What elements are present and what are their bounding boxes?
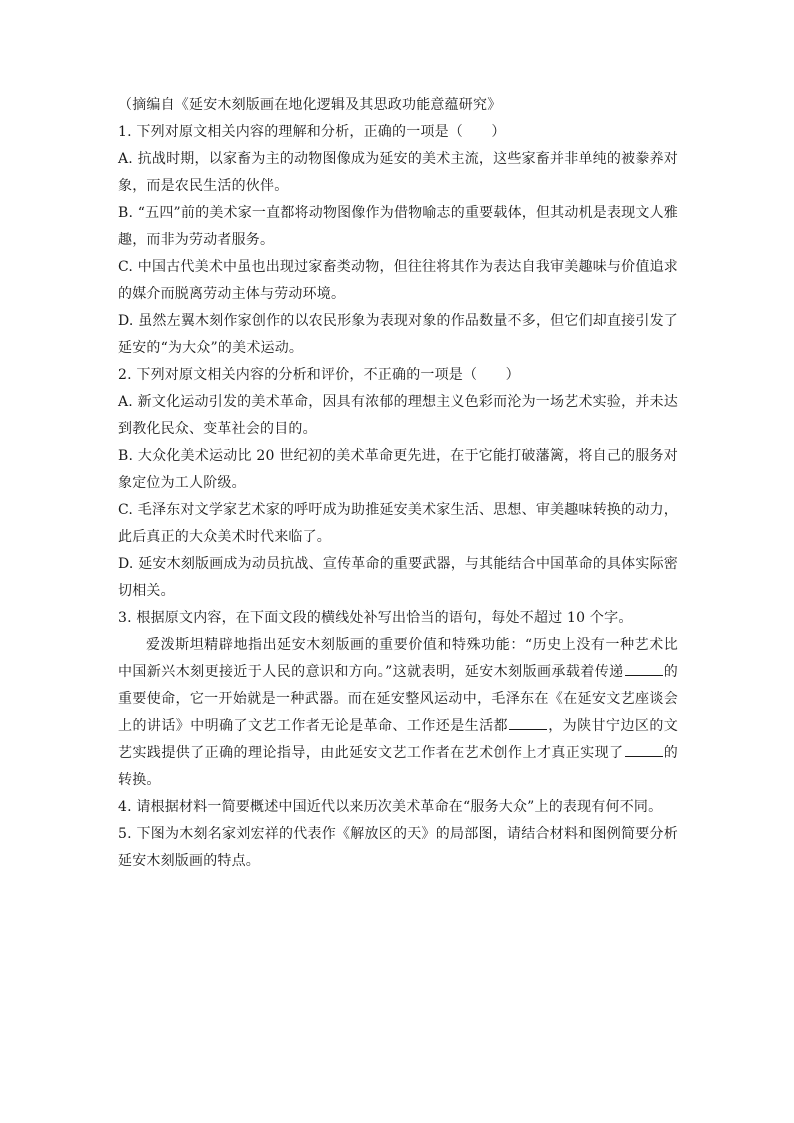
question-4-stem: 4. 请根据材料一简要概述中国近代以来历次美术革命在“服务大众”上的表现有何不同。 <box>118 799 663 815</box>
fill-blank-3[interactable] <box>625 742 663 757</box>
exam-page <box>118 92 678 875</box>
question-3-passage-part-3: ，为陕甘宁边区的文艺实践提供了正确的理论指导，由此延安文艺工作者在艺术创作上才真正实现了 <box>118 718 678 761</box>
question-3-stem: 3. 根据原文内容，在下面文段的横线处补写出恰当的语句，每处不超过 10 个字。 <box>118 610 633 626</box>
question-1-option-a: A. 抗战时期，以家畜为主的动物图像成为延安的美术主流，这些家畜并非单纯的被豢养对象，而是农民生活的伙伴。 <box>118 151 678 194</box>
fill-blank-2[interactable] <box>509 715 547 730</box>
question-2-stem: 2. 下列对原文相关内容的分析和评价，不正确的一项是（ ） <box>118 367 520 383</box>
question-1-option-c: C. 中国古代美术中虽也出现过家畜类动物，但往往将其作为表达自我审美趣味与价值追求的媒介而脱离劳动主体与劳动环境。 <box>118 259 678 302</box>
question-3-passage-part-1: 爱泼斯坦精辟地指出延安木刻版画的重要价值和特殊功能：“历史上没有一种艺术比中国新兴木刻更接近于人民的意识和方向。”这就表明，延安木刻版画承载着传递 <box>118 637 678 680</box>
question-2-option-d: D. 延安木刻版画成为动员抗战、宣传革命的重要武器，与其能结合中国革命的具体实际密切相关。 <box>118 556 678 599</box>
question-2-option-b: B. 大众化美术运动比 20 世纪初的美术革命更先进，在于它能打破藩篱，将自己的服务对象定位为工人阶级。 <box>118 448 678 491</box>
fill-blank-1[interactable] <box>625 661 663 676</box>
source-citation: （摘编自《延安木刻版画在地化逻辑及其思政功能意蕴研究》 <box>118 97 502 113</box>
question-3-passage-part-2: 的重要使命，它一开始就是一种武器。而在延安整风运动中，毛泽东在《在延安文艺座谈会上的讲话》中明确了文艺工作者无论是革命、工作还是生活都 <box>118 664 679 734</box>
question-2-option-a: A. 新文化运动引发的美术革命，因具有浓郁的理想主义色彩而沦为一场艺术实验，并未达到教化民众、变革社会的目的。 <box>118 394 678 437</box>
question-1-stem: 1. 下列对原文相关内容的理解和分析，正确的一项是（ ） <box>118 124 506 140</box>
question-5-stem: 5. 下图为木刻名家刘宏祥的代表作《解放区的天》的局部图，请结合材料和图例简要分析延安木刻版画的特点。 <box>118 826 678 869</box>
question-1-option-d: D. 虽然左翼木刻作家创作的以农民形象为表现对象的作品数量不多，但它们却直接引发了延安的“为大众”的美术运动。 <box>118 313 678 356</box>
question-2-option-c: C. 毛泽东对文学家艺术家的呼吁成为助推延安美术家生活、思想、审美趣味转换的动力，此后真正的大众美术时代来临了。 <box>118 502 678 545</box>
question-1-option-b: B. “五四”前的美术家一直都将动物图像作为借物喻志的重要载体，但其动机是表现文人雅趣，而非为劳动者服务。 <box>118 205 678 248</box>
question-3-passage <box>118 632 678 794</box>
question-3-passage-part-4: 的转换。 <box>118 745 679 788</box>
